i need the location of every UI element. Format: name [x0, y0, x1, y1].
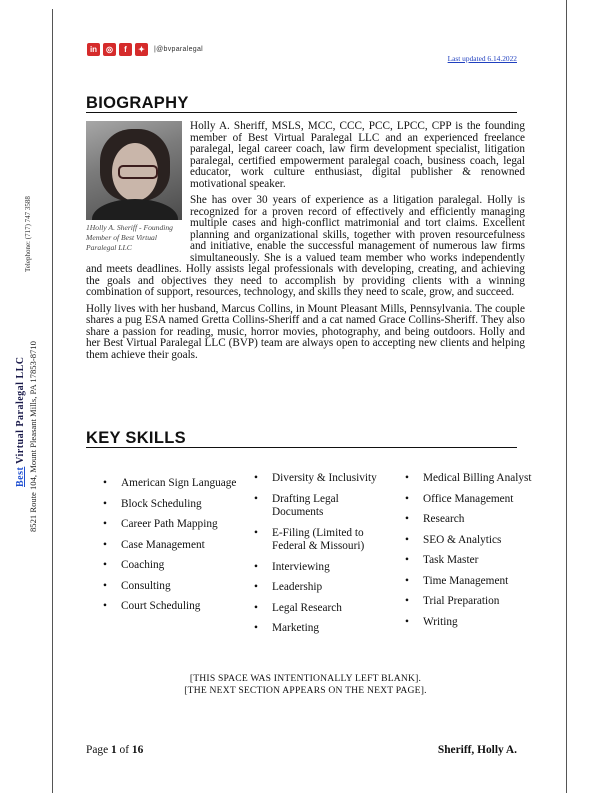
skill-item: • Office Management [423, 493, 541, 507]
skill-item: • Legal Research [272, 602, 390, 616]
page-total: 16 [131, 744, 144, 756]
notice-line-1: [THIS SPACE WAS INTENTIONALLY LEFT BLANK]. [189, 673, 422, 684]
skill-item: • Case Management [121, 539, 239, 553]
linkedin-icon[interactable]: in [87, 43, 100, 56]
sidebar-address: 8521 Route 104, Mount Pleasant Mills, PA 17853-8710 [28, 341, 38, 532]
skills-column-1 [121, 477, 239, 621]
company-best-link[interactable]: Best [15, 466, 26, 487]
skill-item: • Court Scheduling [121, 600, 239, 614]
skill-item: • Time Management [423, 575, 541, 589]
skill-item: • Drafting Legal Documents [272, 493, 390, 520]
page-word: Page [86, 744, 111, 756]
skills-column-3 [423, 472, 541, 636]
company-name-rest: Virtual Paralegal LLC [15, 356, 26, 467]
page-number [86, 744, 143, 756]
skill-item: • Leadership [272, 581, 390, 595]
profile-photo [86, 121, 182, 220]
skill-item: • SEO & Analytics [423, 534, 541, 548]
footer-author-name: Sheriff, Holly A. [437, 744, 517, 756]
key-skills-heading: KEY SKILLS [86, 430, 517, 448]
skill-item: • Coaching [121, 559, 239, 573]
notice-line-2: [THE NEXT SECTION APPEARS ON THE NEXT PAGE]. [184, 685, 427, 696]
last-updated-link[interactable]: Last updated 6.14.2022 [447, 54, 517, 63]
right-margin-rule [566, 0, 567, 793]
social-bar [87, 43, 203, 56]
facebook-icon[interactable]: f [119, 43, 132, 56]
page-current: 1 [111, 744, 117, 756]
instagram-icon[interactable]: ◎ [103, 43, 116, 56]
sidebar-phone: Telephone: (717) 747 3588 [24, 196, 32, 272]
bio-paragraph: Holly A. Sheriff, MSLS, MCC, CCC, PCC, LPCC, CPP is the founding member of Best Virtual Paralegal LLC and an experienced freelance paralegal, legal career coach, law firm development specialist, litigation paralegal, certified empowerment paralegal coach, business coach, legal educator, work culture enthusiast, digital publisher & renowned motivational speaker. [190, 120, 525, 190]
left-margin-rule [52, 9, 53, 793]
photo-caption: 1Holly A. Sheriff - Founding Member of Best Virtual Paralegal LLC [86, 223, 173, 252]
social-handle: |@bvparalegal [154, 46, 204, 53]
skills-column-2 [272, 472, 390, 643]
skill-item: • E-Filing (Limited to Federal & Missouri) [272, 527, 390, 554]
skill-item: • American Sign Language [121, 477, 239, 491]
of-word: of [116, 744, 132, 756]
skill-item: • Diversity & Inclusivity [272, 472, 390, 486]
bio-paragraph: Holly lives with her husband, Marcus Collins, in Mount Pleasant Mills, Pennsylvania. The couple shares a pug ESA named Gretta Collins-Sheriff and a cat named Grace Collins-Sheriff. They also share a passion for reading, music, horror movies, photography, and being outdoors. Holly and her Best Virtual Paralegal LLC (BVP) team are always open to accepting new clients and helping them achieve their goals. [86, 302, 525, 361]
twitter-icon[interactable]: ✦ [135, 43, 148, 56]
skill-item: • Interviewing [272, 561, 390, 575]
skill-item: • Research [423, 513, 541, 527]
skill-item: • Block Scheduling [121, 498, 239, 512]
skill-item: • Task Master [423, 554, 541, 568]
skill-item: • Trial Preparation [423, 595, 541, 609]
biography-heading: BIOGRAPHY [86, 95, 517, 113]
skill-item: • Medical Billing Analyst [423, 472, 541, 486]
skill-item: • Career Path Mapping [121, 518, 239, 532]
skill-item: • Consulting [121, 580, 239, 594]
sidebar-company-name [15, 356, 26, 487]
bio-paragraph: She has over 30 years of experience as a litigation paralegal. Holly is recognized for a proven record of effectively and efficiently managing multiple cases and high-conflict matrimonial and tort claims. Excellent planning and organizational skills, together with proven resourcefulness and initiative, enable the successful management of numerous law firms simultaneously. She is a valued team member who works independently and meets deadlines. Holly assists legal professionals with developing, creating, and achieving the goals and objectives they need to accomplish by providing clients with a winning combination of support, resources, technology, and skills they need to scale, grow, and succeed. [86, 194, 525, 298]
skill-item: • Marketing [272, 622, 390, 636]
blank-space-notice [86, 673, 525, 697]
skill-item: • Writing [423, 616, 541, 630]
